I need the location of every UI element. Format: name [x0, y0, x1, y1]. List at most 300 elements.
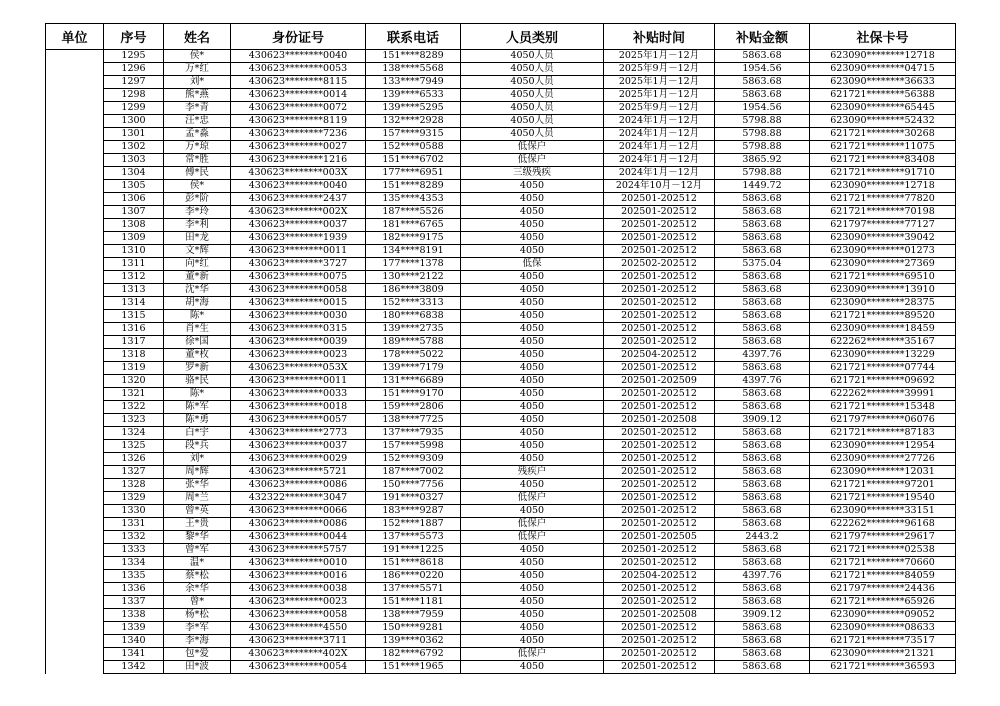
cell-id-number: 430623********5757 [231, 544, 366, 557]
cell-index: 1311 [104, 258, 164, 271]
cell-id-number: 430623********0040 [231, 180, 366, 193]
cell-unit [46, 232, 104, 245]
cell-period: 202504-202512 [604, 570, 715, 583]
cell-category: 低保户 [461, 648, 604, 661]
cell-phone: 180****6838 [366, 310, 461, 323]
cell-period: 2024年1月－12月 [604, 167, 715, 180]
cell-name: 黎*华 [164, 531, 231, 544]
cell-name: 熊*燕 [164, 89, 231, 102]
cell-name: 罗*新 [164, 362, 231, 375]
cell-unit [46, 76, 104, 89]
cell-name: 曾* [164, 596, 231, 609]
cell-amount: 1954.56 [715, 102, 810, 115]
cell-name: 侯* [164, 50, 231, 63]
cell-index: 1303 [104, 154, 164, 167]
cell-amount: 5863.68 [715, 505, 810, 518]
cell-period: 202501-202512 [604, 401, 715, 414]
cell-id-number: 430623********8115 [231, 76, 366, 89]
cell-unit [46, 180, 104, 193]
cell-unit [46, 375, 104, 388]
cell-category: 4050 [461, 349, 604, 362]
cell-card-number: 621721********15348 [810, 401, 956, 414]
table-row [46, 596, 956, 609]
table-row [46, 76, 956, 89]
cell-period: 202501-202512 [604, 245, 715, 258]
cell-amount: 5863.68 [715, 661, 810, 674]
cell-unit [46, 63, 104, 76]
cell-unit [46, 596, 104, 609]
cell-amount: 5863.68 [715, 310, 810, 323]
cell-period: 202501-202509 [604, 375, 715, 388]
cell-category: 低保户 [461, 492, 604, 505]
cell-phone: 139****7179 [366, 362, 461, 375]
cell-id-number: 430623********0058 [231, 284, 366, 297]
cell-phone: 181****6765 [366, 219, 461, 232]
cell-index: 1336 [104, 583, 164, 596]
cell-name: 白*宇 [164, 427, 231, 440]
cell-period: 202501-202512 [604, 622, 715, 635]
header-index: 序号 [104, 24, 164, 50]
cell-category: 4050人员 [461, 63, 604, 76]
cell-card-number: 621721********30268 [810, 128, 956, 141]
cell-id-number: 430623********0075 [231, 271, 366, 284]
cell-period: 202501-202505 [604, 531, 715, 544]
table-row [46, 492, 956, 505]
cell-amount: 5863.68 [715, 427, 810, 440]
table-row [46, 648, 956, 661]
cell-amount: 4397.76 [715, 349, 810, 362]
cell-name: 傅*民 [164, 167, 231, 180]
cell-phone: 134****8191 [366, 245, 461, 258]
cell-id-number: 430623********0029 [231, 453, 366, 466]
cell-name: 徐*国 [164, 336, 231, 349]
cell-period: 202501-202512 [604, 583, 715, 596]
cell-amount: 5863.68 [715, 193, 810, 206]
cell-amount: 5863.68 [715, 362, 810, 375]
cell-phone: 152****9309 [366, 453, 461, 466]
cell-period: 2025年1月－12月 [604, 89, 715, 102]
cell-id-number: 430623********0037 [231, 440, 366, 453]
cell-name: 田*波 [164, 661, 231, 674]
cell-phone: 152****3313 [366, 297, 461, 310]
cell-amount: 5798.88 [715, 141, 810, 154]
cell-phone: 151****8618 [366, 557, 461, 570]
cell-name: 刘* [164, 76, 231, 89]
cell-phone: 189****5788 [366, 336, 461, 349]
table-row [46, 531, 956, 544]
cell-amount: 5863.68 [715, 635, 810, 648]
cell-name: 温* [164, 557, 231, 570]
cell-card-number: 621721********87183 [810, 427, 956, 440]
cell-category: 4050人员 [461, 50, 604, 63]
cell-unit [46, 336, 104, 349]
cell-phone: 138****5568 [366, 63, 461, 76]
cell-period: 202501-202512 [604, 453, 715, 466]
cell-amount: 5798.88 [715, 167, 810, 180]
cell-index: 1315 [104, 310, 164, 323]
cell-phone: 139****5295 [366, 102, 461, 115]
table-row [46, 154, 956, 167]
table-row [46, 297, 956, 310]
cell-category: 4050 [461, 609, 604, 622]
cell-category: 4050 [461, 323, 604, 336]
cell-index: 1306 [104, 193, 164, 206]
cell-id-number: 430623********0015 [231, 297, 366, 310]
cell-category: 4050人员 [461, 128, 604, 141]
cell-card-number: 623090********33151 [810, 505, 956, 518]
cell-phone: 132****2928 [366, 115, 461, 128]
cell-name: 骆*民 [164, 375, 231, 388]
cell-name: 陈*勇 [164, 414, 231, 427]
table-row [46, 362, 956, 375]
cell-index: 1320 [104, 375, 164, 388]
table-row [46, 505, 956, 518]
cell-id-number: 430623********0039 [231, 336, 366, 349]
table-row [46, 479, 956, 492]
cell-period: 202501-202512 [604, 492, 715, 505]
cell-id-number: 430623********0072 [231, 102, 366, 115]
table-row [46, 609, 956, 622]
cell-id-number: 430623********0037 [231, 219, 366, 232]
cell-amount: 4397.76 [715, 375, 810, 388]
cell-phone: 151****1181 [366, 596, 461, 609]
cell-index: 1296 [104, 63, 164, 76]
cell-amount: 5863.68 [715, 219, 810, 232]
cell-card-number: 623090********12718 [810, 180, 956, 193]
cell-id-number: 430623********0011 [231, 375, 366, 388]
cell-amount: 5375.04 [715, 258, 810, 271]
header-amount: 补贴金额 [715, 24, 810, 50]
cell-unit [46, 453, 104, 466]
cell-phone: 177****6951 [366, 167, 461, 180]
cell-name: 曾*军 [164, 544, 231, 557]
cell-name: 彭*阶 [164, 193, 231, 206]
cell-index: 1327 [104, 466, 164, 479]
cell-period: 202501-202512 [604, 284, 715, 297]
cell-category: 4050 [461, 180, 604, 193]
cell-category: 4050 [461, 310, 604, 323]
cell-name: 胡*海 [164, 297, 231, 310]
cell-name: 曾*英 [164, 505, 231, 518]
cell-index: 1317 [104, 336, 164, 349]
table-row [46, 349, 956, 362]
table-row [46, 557, 956, 570]
cell-card-number: 622262********39991 [810, 388, 956, 401]
cell-phone: 152****1887 [366, 518, 461, 531]
cell-id-number: 430623********0057 [231, 414, 366, 427]
cell-index: 1308 [104, 219, 164, 232]
spreadsheet-page [45, 23, 955, 674]
cell-card-number: 623090********04715 [810, 63, 956, 76]
cell-amount: 5863.68 [715, 245, 810, 258]
cell-period: 2024年10月－12月 [604, 180, 715, 193]
table-row [46, 271, 956, 284]
cell-unit [46, 505, 104, 518]
table-row [46, 518, 956, 531]
cell-card-number: 623090********12954 [810, 440, 956, 453]
cell-unit [46, 193, 104, 206]
cell-category: 4050 [461, 245, 604, 258]
cell-id-number: 430623********002X [231, 206, 366, 219]
cell-card-number: 623090********13229 [810, 349, 956, 362]
cell-index: 1304 [104, 167, 164, 180]
cell-unit [46, 401, 104, 414]
cell-index: 1324 [104, 427, 164, 440]
table-row [46, 375, 956, 388]
cell-id-number: 430623********3727 [231, 258, 366, 271]
cell-amount: 5863.68 [715, 557, 810, 570]
cell-category: 4050 [461, 401, 604, 414]
cell-category: 4050 [461, 479, 604, 492]
cell-index: 1342 [104, 661, 164, 674]
cell-phone: 191****1225 [366, 544, 461, 557]
cell-period: 202502-202512 [604, 258, 715, 271]
cell-unit [46, 323, 104, 336]
cell-card-number: 621721********07744 [810, 362, 956, 375]
header-phone: 联系电话 [366, 24, 461, 50]
cell-amount: 5863.68 [715, 440, 810, 453]
cell-name: 王*贵 [164, 518, 231, 531]
cell-name: 李*玲 [164, 206, 231, 219]
table-row [46, 89, 956, 102]
cell-unit [46, 128, 104, 141]
cell-amount: 2443.2 [715, 531, 810, 544]
cell-card-number: 623090********21321 [810, 648, 956, 661]
cell-phone: 151****1965 [366, 661, 461, 674]
cell-index: 1305 [104, 180, 164, 193]
table-row [46, 388, 956, 401]
cell-period: 202501-202512 [604, 427, 715, 440]
cell-id-number: 430623********0027 [231, 141, 366, 154]
cell-category: 低保户 [461, 531, 604, 544]
cell-index: 1333 [104, 544, 164, 557]
cell-category: 4050 [461, 297, 604, 310]
cell-phone: 137****5573 [366, 531, 461, 544]
cell-phone: 151****9170 [366, 388, 461, 401]
cell-id-number: 430623********0040 [231, 50, 366, 63]
cell-period: 202501-202512 [604, 557, 715, 570]
cell-card-number: 621797********06076 [810, 414, 956, 427]
cell-phone: 151****6702 [366, 154, 461, 167]
cell-card-number: 623090********12031 [810, 466, 956, 479]
table-row [46, 102, 956, 115]
cell-phone: 131****6689 [366, 375, 461, 388]
cell-amount: 4397.76 [715, 570, 810, 583]
cell-period: 2024年1月－12月 [604, 154, 715, 167]
table-row [46, 206, 956, 219]
cell-card-number: 623090********18459 [810, 323, 956, 336]
cell-period: 2024年1月－12月 [604, 115, 715, 128]
cell-unit [46, 635, 104, 648]
cell-card-number: 621721********89520 [810, 310, 956, 323]
subsidy-table [45, 23, 956, 674]
cell-unit [46, 154, 104, 167]
cell-card-number: 621721********02538 [810, 544, 956, 557]
cell-category: 4050 [461, 193, 604, 206]
cell-index: 1323 [104, 414, 164, 427]
cell-unit [46, 492, 104, 505]
header-category: 人员类别 [461, 24, 604, 50]
header-card-number: 社保卡号 [810, 24, 956, 50]
table-row [46, 427, 956, 440]
cell-id-number: 430623********5721 [231, 466, 366, 479]
cell-category: 低保 [461, 258, 604, 271]
cell-unit [46, 50, 104, 63]
cell-card-number: 623090********27726 [810, 453, 956, 466]
cell-amount: 3909.12 [715, 609, 810, 622]
cell-amount: 5863.68 [715, 388, 810, 401]
cell-phone: 182****6792 [366, 648, 461, 661]
cell-index: 1338 [104, 609, 164, 622]
cell-amount: 3909.12 [715, 414, 810, 427]
table-row [46, 180, 956, 193]
cell-unit [46, 440, 104, 453]
cell-period: 202501-202512 [604, 505, 715, 518]
cell-card-number: 621797********77127 [810, 219, 956, 232]
cell-name: 李*军 [164, 622, 231, 635]
cell-category: 残疾户 [461, 466, 604, 479]
cell-unit [46, 661, 104, 674]
cell-amount: 5863.68 [715, 401, 810, 414]
cell-name: 周*兰 [164, 492, 231, 505]
cell-index: 1332 [104, 531, 164, 544]
cell-amount: 5863.68 [715, 284, 810, 297]
cell-amount: 5863.68 [715, 492, 810, 505]
cell-index: 1313 [104, 284, 164, 297]
cell-id-number: 430623********003X [231, 167, 366, 180]
cell-card-number: 623090********39042 [810, 232, 956, 245]
cell-unit [46, 609, 104, 622]
cell-index: 1309 [104, 232, 164, 245]
cell-category: 4050 [461, 505, 604, 518]
cell-index: 1307 [104, 206, 164, 219]
cell-unit [46, 310, 104, 323]
cell-phone: 157****9315 [366, 128, 461, 141]
cell-card-number: 621721********09692 [810, 375, 956, 388]
table-row [46, 570, 956, 583]
cell-card-number: 621721********83408 [810, 154, 956, 167]
cell-category: 4050 [461, 271, 604, 284]
cell-category: 4050 [461, 622, 604, 635]
cell-index: 1312 [104, 271, 164, 284]
cell-unit [46, 349, 104, 362]
table-row [46, 323, 956, 336]
cell-unit [46, 141, 104, 154]
cell-period: 202501-202512 [604, 479, 715, 492]
cell-category: 4050 [461, 635, 604, 648]
cell-index: 1298 [104, 89, 164, 102]
header-period: 补贴时间 [604, 24, 715, 50]
cell-category: 4050 [461, 583, 604, 596]
cell-name: 汪*忠 [164, 115, 231, 128]
cell-name: 董*新 [164, 271, 231, 284]
cell-category: 4050 [461, 362, 604, 375]
cell-phone: 177****1378 [366, 258, 461, 271]
cell-name: 陈*军 [164, 401, 231, 414]
cell-name: 陈* [164, 310, 231, 323]
cell-phone: 138****7959 [366, 609, 461, 622]
cell-card-number: 621721********70660 [810, 557, 956, 570]
cell-phone: 187****7002 [366, 466, 461, 479]
cell-id-number: 430623********0054 [231, 661, 366, 674]
cell-id-number: 430623********8119 [231, 115, 366, 128]
cell-card-number: 621797********24436 [810, 583, 956, 596]
cell-phone: 157****5998 [366, 440, 461, 453]
cell-index: 1316 [104, 323, 164, 336]
cell-unit [46, 284, 104, 297]
cell-index: 1301 [104, 128, 164, 141]
cell-card-number: 621721********84059 [810, 570, 956, 583]
cell-phone: 191****0327 [366, 492, 461, 505]
cell-id-number: 430623********0315 [231, 323, 366, 336]
cell-unit [46, 544, 104, 557]
cell-index: 1295 [104, 50, 164, 63]
cell-card-number: 623090********36633 [810, 76, 956, 89]
cell-period: 202501-202512 [604, 518, 715, 531]
cell-phone: 178****5022 [366, 349, 461, 362]
cell-amount: 3865.92 [715, 154, 810, 167]
cell-phone: 138****7725 [366, 414, 461, 427]
cell-card-number: 623090********12718 [810, 50, 956, 63]
cell-amount: 5863.68 [715, 518, 810, 531]
cell-card-number: 621721********11075 [810, 141, 956, 154]
cell-unit [46, 102, 104, 115]
cell-index: 1314 [104, 297, 164, 310]
cell-index: 1318 [104, 349, 164, 362]
cell-name: 段*兵 [164, 440, 231, 453]
cell-id-number: 430623********0033 [231, 388, 366, 401]
cell-phone: 133****7949 [366, 76, 461, 89]
cell-card-number: 621721********36593 [810, 661, 956, 674]
cell-unit [46, 557, 104, 570]
cell-index: 1328 [104, 479, 164, 492]
cell-id-number: 430623********0038 [231, 583, 366, 596]
cell-unit [46, 297, 104, 310]
table-row [46, 544, 956, 557]
cell-period: 202501-202512 [604, 310, 715, 323]
cell-name: 万*红 [164, 63, 231, 76]
cell-period: 202501-202512 [604, 466, 715, 479]
cell-category: 4050 [461, 219, 604, 232]
cell-category: 4050 [461, 440, 604, 453]
cell-name: 陈* [164, 388, 231, 401]
cell-index: 1334 [104, 557, 164, 570]
cell-card-number: 623090********52432 [810, 115, 956, 128]
cell-name: 田*龙 [164, 232, 231, 245]
cell-unit [46, 362, 104, 375]
cell-name: 沈*华 [164, 284, 231, 297]
cell-category: 4050 [461, 284, 604, 297]
cell-amount: 5863.68 [715, 89, 810, 102]
cell-id-number: 430623********0044 [231, 531, 366, 544]
cell-name: 余*华 [164, 583, 231, 596]
cell-period: 202501-202512 [604, 440, 715, 453]
cell-card-number: 621721********77820 [810, 193, 956, 206]
cell-phone: 139****2735 [366, 323, 461, 336]
cell-name: 张*华 [164, 479, 231, 492]
cell-name: 肖*生 [164, 323, 231, 336]
table-row [46, 50, 956, 63]
cell-id-number: 430623********2437 [231, 193, 366, 206]
cell-card-number: 621721********97201 [810, 479, 956, 492]
cell-phone: 151****8289 [366, 180, 461, 193]
cell-id-number: 430623********0014 [231, 89, 366, 102]
cell-period: 202501-202508 [604, 414, 715, 427]
cell-card-number: 623090********28375 [810, 297, 956, 310]
table-row [46, 128, 956, 141]
cell-card-number: 623090********65445 [810, 102, 956, 115]
cell-category: 4050 [461, 557, 604, 570]
